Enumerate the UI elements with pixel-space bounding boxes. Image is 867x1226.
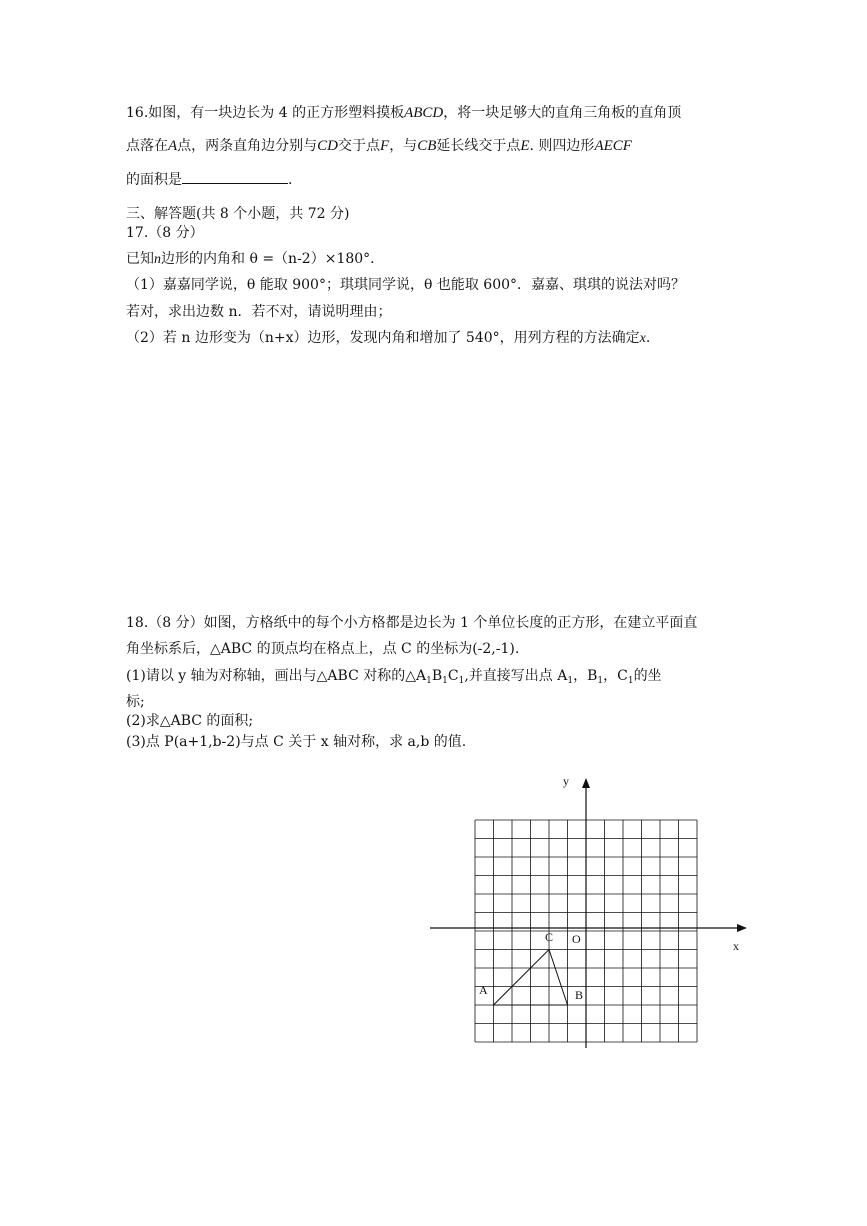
x-axis-arrow (737, 924, 747, 932)
q16-abcd: ABCD (404, 105, 444, 121)
q18-line-1: 18.（8 分）如图，方格纸中的每个小方格都是边长为 1 个单位长度的正方形，在建立平面直 (126, 615, 698, 631)
q18-part1-line2: 标; (126, 694, 145, 710)
q17-part1-line2: 若对，求出边数 n．若不对，请说明理由； (126, 304, 392, 320)
coordinate-grid-figure (425, 770, 755, 1055)
y-axis-arrow (582, 778, 590, 788)
q17-title: 17.（8 分） (126, 225, 204, 241)
answer-blank[interactable] (182, 169, 288, 184)
label-b: B (575, 988, 584, 1002)
section-heading: 三、解答题(共 8 个小题，共 72 分) (126, 206, 350, 222)
label-x: x (733, 939, 739, 953)
label-c: C (545, 930, 554, 944)
q18-line-2: 角坐标系后，△ABC 的顶点均在格点上，点 C 的坐标为(-2,-1). (126, 641, 520, 657)
q16-line-2: 点落在A点，两条直角边分别与CD交于点F，与CB延长线交于点E. 则四边形AECF (126, 138, 632, 154)
label-o: O (572, 932, 581, 946)
q16-line-3: 的面积是 . (126, 169, 292, 189)
q17-given: 已知n边形的内角和 θ =（n-2）×180°． (126, 251, 385, 267)
q17-part2: （2）若 n 边形变为（n+x）边形，发现内角和增加了 540°，用列方程的方法确定x. (126, 330, 651, 346)
q18-part1: (1)请以 y 轴为对称轴，画出与△ABC 对称的$\triangle A_1B_1C_1$,并直接写出点 $A_1$，$B_1$，$C_1$的坐 (126, 668, 662, 686)
label-a: A (479, 983, 488, 997)
q18-part2: (2)求△ABC 的面积; (126, 713, 254, 729)
label-y: y (563, 774, 569, 788)
q18-part3: (3)点 P(a+1,b-2)与点 C 关于 x 轴对称，求 a,b 的值. (126, 734, 467, 750)
q17-part1-line1: （1）嘉嘉同学说，θ 能取 900°；琪琪同学说，θ 也能取 600°．嘉嘉、琪琪的说法对吗？ (126, 277, 686, 293)
q16-line-1: 16.如图，有一块边长为 4 的正方形塑料摸板ABCD，将一块足够大的直角三角板的直角顶 (126, 105, 682, 121)
